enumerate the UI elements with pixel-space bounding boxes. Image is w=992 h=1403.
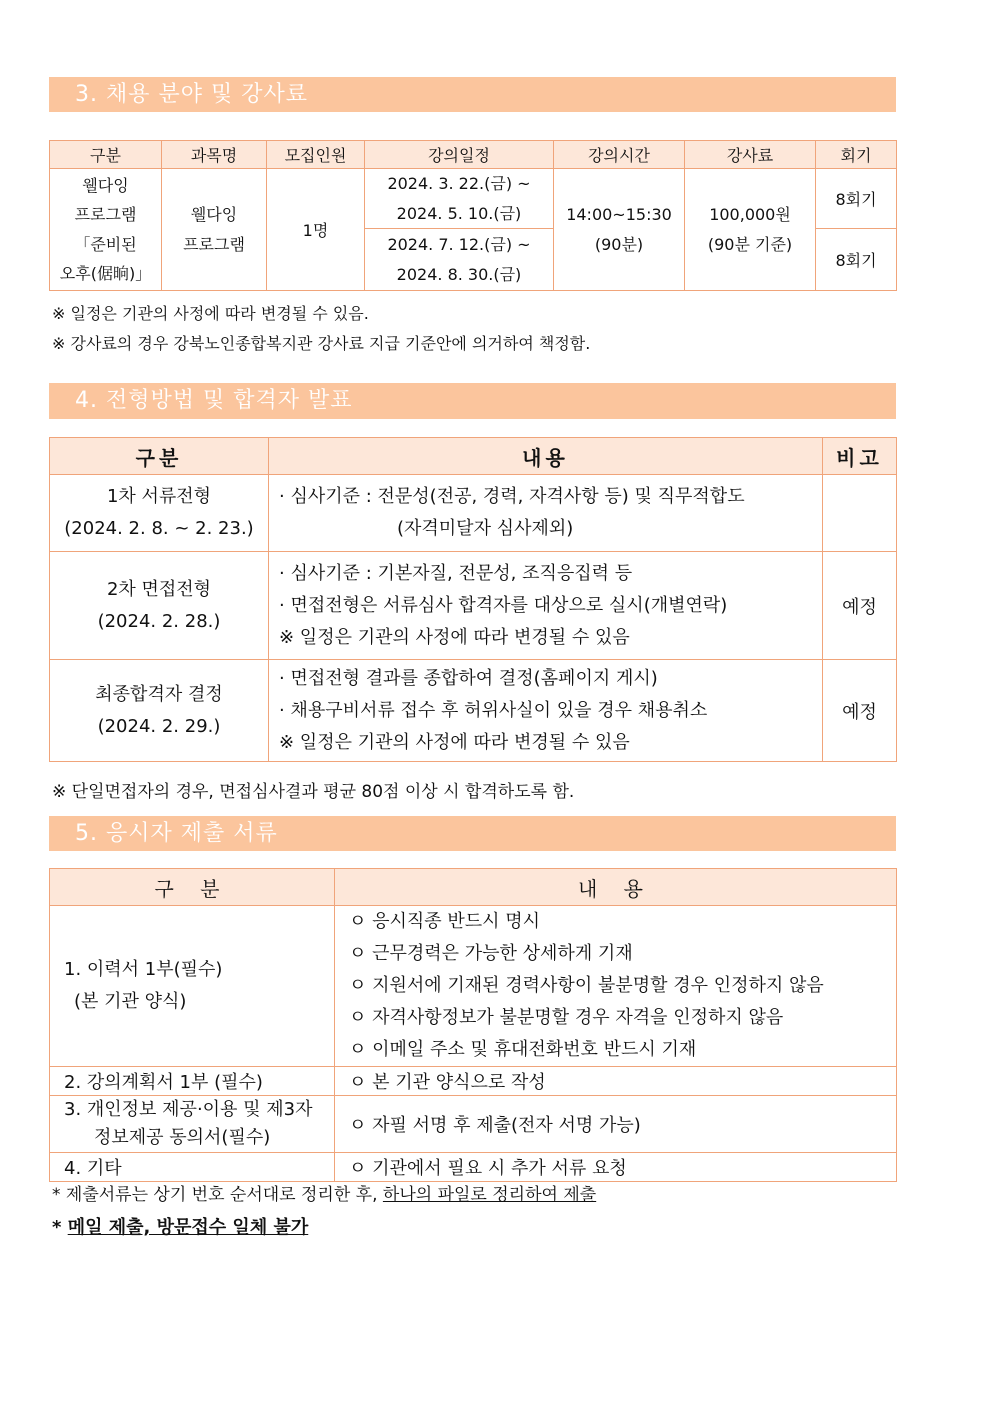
item-cell	[50, 906, 335, 1067]
schedule-cell-2	[365, 229, 554, 291]
subject-line: 웰다잉	[190, 205, 238, 224]
col-header: 구 분	[50, 869, 335, 906]
selection-table	[49, 437, 897, 762]
item-cell: 2. 강의계획서 1부 (필수)	[50, 1067, 335, 1096]
content-cell: ㅇ 본 기관 양식으로 작성	[335, 1067, 897, 1096]
stage-line: (2024. 2. 8. ~ 2. 23.)	[64, 518, 254, 539]
note-line: ※ 일정은 기관의 사정에 따라 변경될 수 있음.	[52, 304, 369, 323]
note-text: *	[52, 1217, 68, 1238]
content-cell	[335, 906, 897, 1067]
col-header: 모집인원	[267, 141, 365, 169]
item-line: 1. 이력서 1부(필수)	[64, 959, 223, 980]
section3-title: 3. 채용 분야 및 강사료	[49, 77, 896, 112]
col-header: 비고	[823, 438, 897, 475]
item-line: 3. 개인정보 제공·이용 및 제3자	[64, 1099, 313, 1120]
note-text: * 제출서류는 상기 번호 순서대로 정리한 후,	[52, 1185, 383, 1205]
schedule-line: 2024. 7. 12.(금) ~	[387, 235, 531, 254]
content-cell: ㅇ 자필 서명 후 제출(전자 서명 가능)	[335, 1096, 897, 1153]
subject-cell	[162, 169, 267, 291]
content-line: · 면접전형 결과를 종합하여 결정(홈페이지 게시)	[279, 667, 658, 689]
category-line: 웰다잉	[82, 175, 129, 195]
col-header: 강사료	[685, 141, 816, 169]
col-header: 과목명	[162, 141, 267, 169]
content-line: ㅇ 이메일 주소 및 휴대전화번호 반드시 기재	[349, 1039, 697, 1060]
section5-title: 5. 응시자 제출 서류	[49, 816, 896, 851]
sessions-cell-1: 8회기	[816, 169, 897, 229]
col-header: 내 용	[335, 869, 897, 906]
content-line: · 채용구비서류 접수 후 허위사실이 있을 경우 채용취소	[279, 699, 708, 721]
category-line: 프로그램	[74, 205, 137, 224]
content-line: ㅇ 응시직종 반드시 명시	[349, 911, 541, 932]
note-line: ※ 강사료의 경우 강북노인종합복지관 강사료 지급 기준안에 의거하여 책정함.	[52, 334, 591, 353]
item-cell: 4. 기타	[50, 1153, 335, 1182]
col-header: 강의일정	[365, 141, 554, 169]
content-line: · 심사기준 : 기본자질, 전문성, 조직응집력 등	[279, 562, 633, 584]
recruit-count: 1명	[267, 169, 365, 291]
submission-warning	[52, 1213, 308, 1239]
stage-line: 최종합격자 결정	[95, 683, 223, 705]
fee-cell	[685, 169, 816, 291]
content-line: (자격미달자 심사제외)	[397, 518, 574, 539]
col-header: 회기	[816, 141, 897, 169]
schedule-line: 2024. 3. 22.(금) ~	[387, 174, 531, 193]
content-line: · 면접전형은 서류심사 합격자를 대상으로 실시(개별연락)	[279, 594, 728, 616]
sessions-cell-2: 8회기	[816, 229, 897, 291]
category-line: 「준비된	[74, 234, 137, 254]
content-line: ㅇ 지원서에 기재된 경력사항이 불분명할 경우 인정하지 않음	[349, 975, 824, 996]
remark-cell	[823, 475, 897, 552]
time-cell	[554, 169, 685, 291]
time-line: (90분)	[594, 234, 644, 254]
fee-line: 100,000원	[709, 205, 791, 224]
content-cell	[269, 660, 823, 762]
fee-line: (90분 기준)	[707, 234, 793, 254]
remark-cell: 예정	[823, 552, 897, 660]
stage-line: (2024. 2. 29.)	[97, 715, 221, 737]
stage-line: (2024. 2. 28.)	[97, 610, 221, 632]
section4-title: 4. 전형방법 및 합격자 발표	[49, 383, 896, 419]
documents-table	[49, 868, 897, 1182]
category-line: 오후(倨晌)」	[59, 264, 152, 283]
content-cell: ㅇ 기관에서 필요 시 추가 서류 요청	[335, 1153, 897, 1182]
time-line: 14:00~15:30	[566, 205, 672, 224]
col-header: 내용	[269, 438, 823, 475]
note-underlined: 메일 제출, 방문접수 일체 불가	[67, 1217, 309, 1238]
schedule-line: 2024. 8. 30.(금)	[396, 264, 522, 284]
stage-line: 1차 서류전형	[106, 486, 212, 507]
note-line: ※ 단일면접자의 경우, 면접심사결과 평균 80점 이상 시 합격하도록 함.	[52, 782, 575, 802]
item-cell	[50, 1096, 335, 1153]
subject-line: 프로그램	[183, 234, 245, 254]
note-underlined: 하나의 파일로 정리하여 제출	[382, 1185, 597, 1205]
item-line: 정보제공 동의서(필수)	[94, 1127, 271, 1148]
schedule-cell-1	[365, 169, 554, 229]
content-cell	[269, 552, 823, 660]
content-line: ㅇ 근무경력은 가능한 상세하게 기재	[349, 943, 633, 964]
stage-cell	[50, 660, 269, 762]
col-header: 구분	[50, 141, 162, 169]
stage-cell	[50, 552, 269, 660]
item-line: (본 기관 양식)	[74, 991, 187, 1012]
remark-cell: 예정	[823, 660, 897, 762]
schedule-line: 2024. 5. 10.(금)	[396, 203, 522, 223]
col-header: 구분	[50, 438, 269, 475]
stage-cell	[50, 475, 269, 552]
content-line: ※ 일정은 기관의 사정에 따라 변경될 수 있음	[279, 626, 630, 648]
content-cell	[269, 475, 823, 552]
submission-note	[52, 1180, 596, 1205]
category-cell	[50, 169, 162, 291]
recruitment-table	[49, 140, 897, 291]
content-line: · 심사기준 : 전문성(전공, 경력, 자격사항 등) 및 직무적합도	[279, 486, 745, 507]
stage-line: 2차 면접전형	[106, 578, 212, 600]
col-header: 강의시간	[554, 141, 685, 169]
content-line: ※ 일정은 기관의 사정에 따라 변경될 수 있음	[279, 731, 630, 753]
content-line: ㅇ 자격사항정보가 불분명할 경우 자격을 인정하지 않음	[349, 1007, 784, 1028]
